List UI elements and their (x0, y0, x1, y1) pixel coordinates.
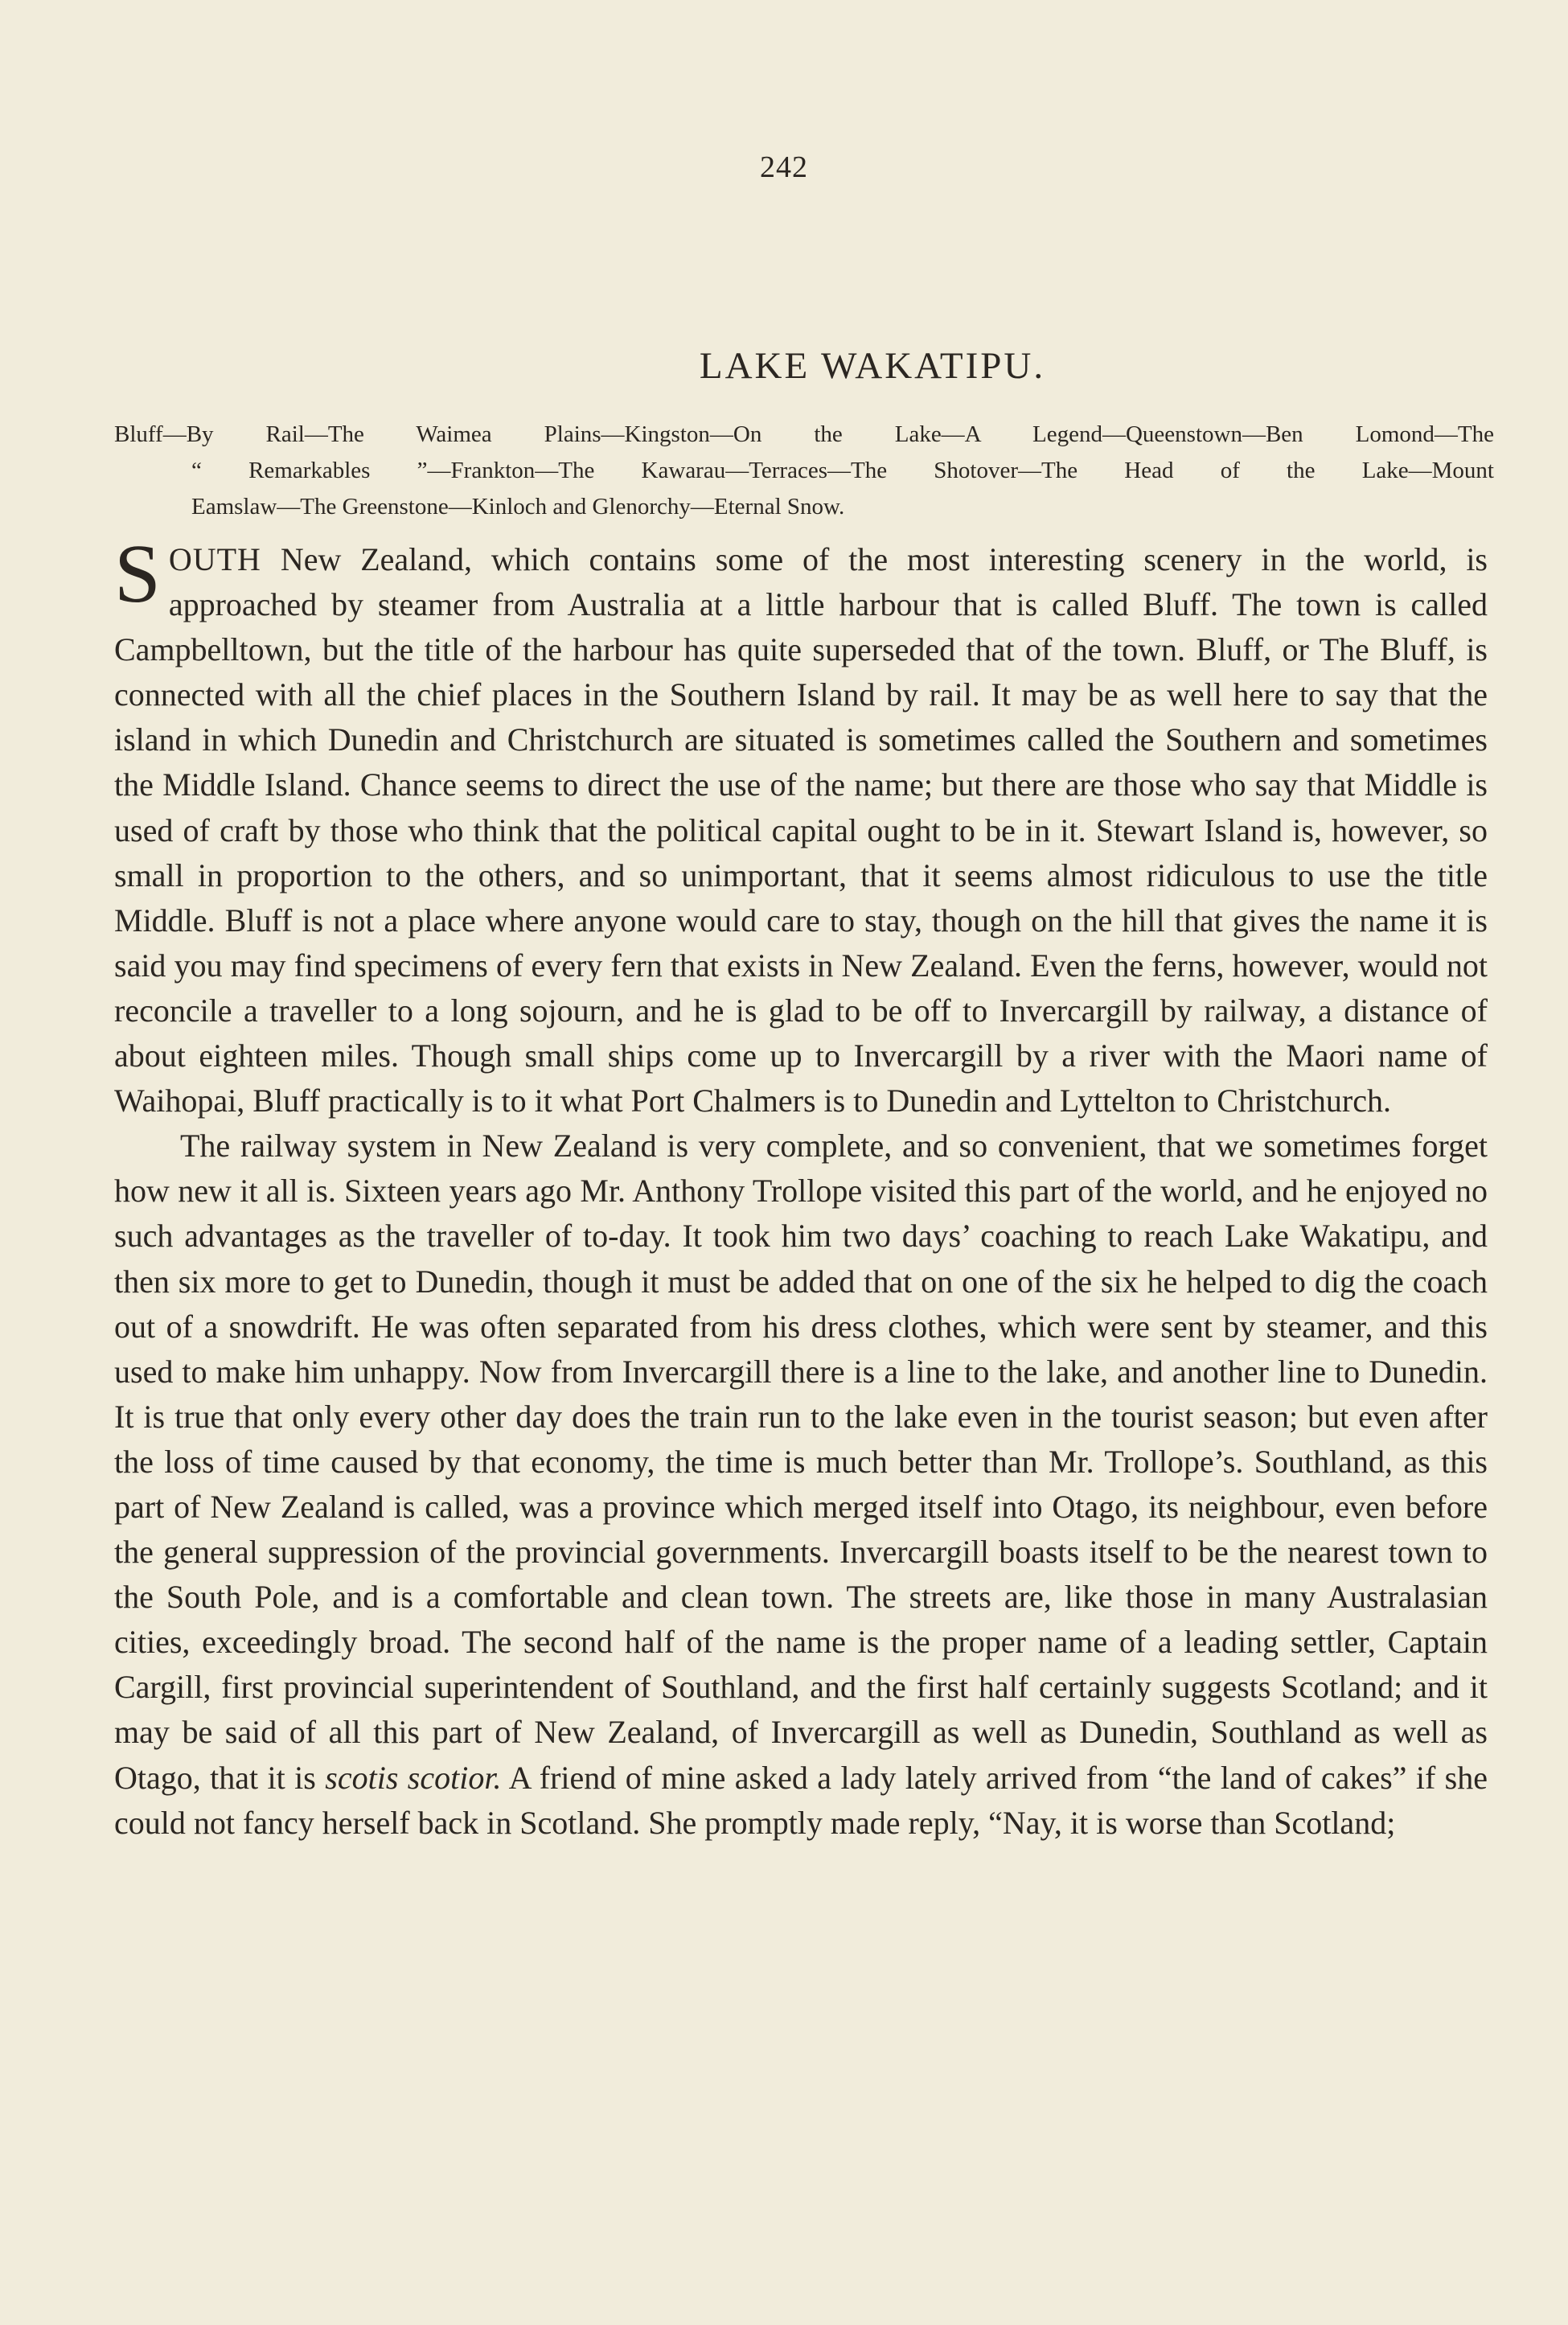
italic-phrase: scotis scotior. (325, 1759, 502, 1796)
synopsis-line: “ Remarkables ”—Frankton—The Kawarau—Terraces—The Shotover—The Head of the Lake—Mount (191, 458, 1494, 483)
paragraph-text: The railway system in New Zealand is very complete, and so convenient, that we sometimes forget how new it all is. Sixteen years ago Mr. Anthony Trollope visited this part of the world, and he enjoyed no such advantages as the traveller of to-day. It took him two days’ coaching to reach Lake Wakatipu, and then six more to get to Dunedin, though it must be added that on one of the six he helped to dig the coach out of a snowdrift. He was often separated from his dress clothes, which were sent by steamer, and this used to make him unhappy. Now from Invercargill there is a line to the lake, and another line to Dunedin. It is true that only every other day does the train run to the lake even in the tourist season; but even after the loss of time caused by that economy, the time is much better than Mr. Trollope’s. Southland, as this part of New Zealand is called, was a province which merged itself into Otago, its neighbour, even before the general suppression of the provincial governments. Invercargill boasts itself to be the nearest town to the South Pole, and is a comfortable and clean town. The streets are, like those in many Australasian cities, exceedingly broad. The second half of the name is the proper name of a leading settler, Captain Cargill, first provincial superintendent of Southland, and the first half certainly suggests Scotland; and it may be said of all this part of New Zealand, of Invercargill as well as Dunedin, Southland as well as Otago, that it is (114, 1128, 1488, 1796)
paragraph (114, 1123, 1488, 1846)
paragraph (114, 528, 1488, 1123)
drop-cap: S (114, 528, 161, 620)
paragraph-text: A friend of mine asked a lady lately arrived from “the land of cakes” if she could not fancy herself back in Scotland. She promptly made reply, “Nay, it is worse than Scotland; (114, 1759, 1488, 1841)
page-number: 242 (760, 150, 808, 184)
chapter-synopsis (114, 417, 1494, 525)
synopsis-line: Bluff—By Rail—The Waimea Plains—Kingston—On the Lake—A Legend—Queenstown—Ben Lomond—The (114, 421, 1494, 447)
chapter-title: LAKE WAKATIPU. (699, 345, 1046, 387)
body-text (114, 528, 1488, 1846)
synopsis-line: Eamslaw—The Greenstone—Kinloch and Glenorchy—Eternal Snow. (191, 494, 845, 520)
opening-word: OUTH (168, 541, 261, 577)
paragraph-text: New Zealand, which contains some of the most interesting scenery in the world, is approached by steamer from Australia at a little harbour that is called Bluff. The town is called Campbelltown, but the title of the harbour has quite superseded that of the town. Bluff, or The Bluff, is connected with all the chief places in the Southern Island by rail. It may be as well here to say that the island in which Dunedin and Christchurch are situated is sometimes called the Southern and sometimes the Middle Island. Chance seems to direct the use of the name; but there are those who say that Middle is used of craft by those who think that the political capital ought to be in it. Stewart Island is, however, so small in proportion to the others, and so unimportant, that it seems almost ridiculous to use the title Middle. Bluff is not a place where anyone would care to stay, though on the hill that gives the name it is said you may find specimens of every fern that exists in New Zealand. Even the ferns, however, would not reconcile a traveller to a long sojourn, and he is glad to be off to Invercargill by railway, a distance of about eighteen miles. Though small ships come up to Invercargill by a river with the Maori name of Waihopai, Bluff practically is to it what Port Chalmers is to Dunedin and Lyttelton to Christchurch. (114, 541, 1488, 1119)
